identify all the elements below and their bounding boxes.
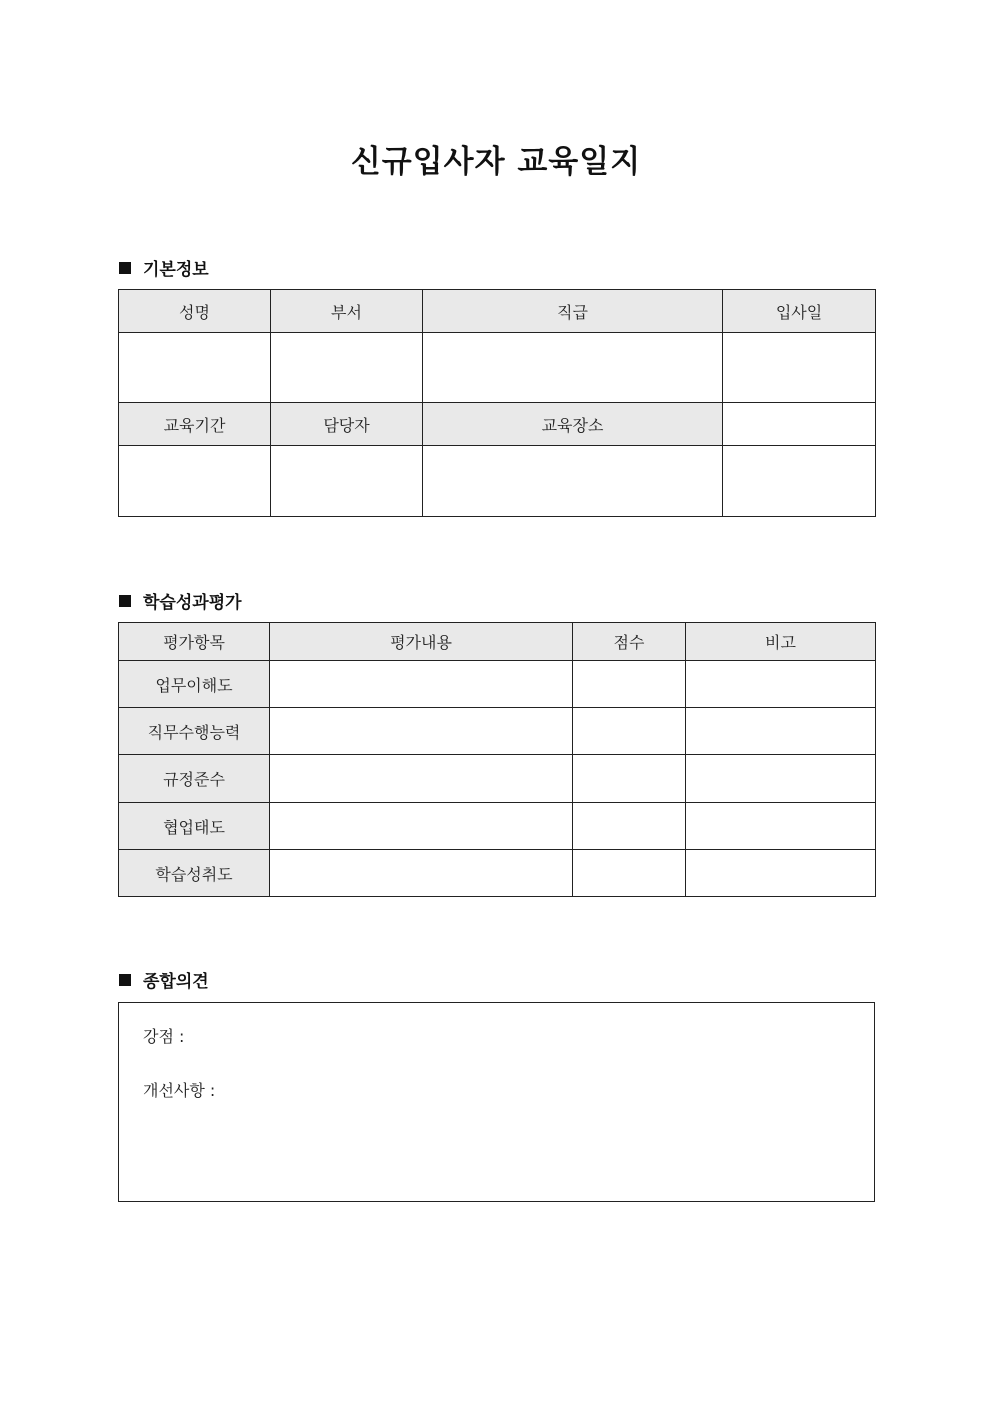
eval-content-field[interactable] <box>270 850 573 897</box>
eval-item-label: 협업태도 <box>119 803 270 850</box>
manager-field[interactable] <box>271 446 423 517</box>
table-header-row <box>119 290 876 333</box>
header-position: 직급 <box>423 290 723 333</box>
section-heading-label: 학습성과평가 <box>143 593 242 613</box>
eval-content-field[interactable] <box>270 755 573 803</box>
training-period-field[interactable] <box>119 446 271 517</box>
page-title: 신규입사자 교육일지 <box>350 144 642 180</box>
position-field[interactable] <box>423 333 723 403</box>
header-manager: 담당자 <box>271 403 423 446</box>
table-header-row <box>119 623 876 661</box>
score-field[interactable] <box>573 803 686 850</box>
eval-item-label: 학습성취도 <box>119 850 270 897</box>
basic-info-table <box>118 289 876 517</box>
strength-label: 강점 : <box>143 1027 185 1046</box>
header-name: 성명 <box>119 290 271 333</box>
name-field[interactable] <box>119 333 271 403</box>
table-row <box>119 446 876 517</box>
training-location-field[interactable] <box>423 446 723 517</box>
eval-item-label: 직무수행능력 <box>119 708 270 755</box>
section-heading-label: 종합의견 <box>143 972 209 992</box>
header-remarks: 비고 <box>686 623 876 661</box>
table-row <box>119 755 876 803</box>
remarks-field[interactable] <box>686 755 876 803</box>
table-header-row <box>119 403 876 446</box>
table-row <box>119 661 876 708</box>
eval-content-field[interactable] <box>270 803 573 850</box>
header-score: 점수 <box>573 623 686 661</box>
header-eval-content: 평가내용 <box>270 623 573 661</box>
remarks-field[interactable] <box>686 803 876 850</box>
remarks-field[interactable] <box>686 850 876 897</box>
square-bullet-icon <box>119 974 131 986</box>
header-training-period: 교육기간 <box>119 403 271 446</box>
remarks-field[interactable] <box>686 708 876 755</box>
join-date-field[interactable] <box>723 333 876 403</box>
eval-content-field[interactable] <box>270 708 573 755</box>
eval-content-field[interactable] <box>270 661 573 708</box>
square-bullet-icon <box>119 262 131 274</box>
header-eval-item: 평가항목 <box>119 623 270 661</box>
extra-field[interactable] <box>723 446 876 517</box>
section-heading-label: 기본정보 <box>143 260 209 280</box>
score-field[interactable] <box>573 708 686 755</box>
table-row <box>119 708 876 755</box>
section-heading-basic-info <box>119 255 209 280</box>
empty-cell[interactable] <box>723 403 876 446</box>
table-row <box>119 850 876 897</box>
improvement-label: 개선사항 : <box>143 1081 216 1100</box>
overall-opinion-box[interactable] <box>118 1002 875 1202</box>
header-training-location: 교육장소 <box>423 403 723 446</box>
section-heading-evaluation <box>119 588 242 613</box>
eval-item-label: 규정준수 <box>119 755 270 803</box>
score-field[interactable] <box>573 755 686 803</box>
header-department: 부서 <box>271 290 423 333</box>
table-row <box>119 803 876 850</box>
department-field[interactable] <box>271 333 423 403</box>
evaluation-table <box>118 622 876 897</box>
eval-item-label: 업무이해도 <box>119 661 270 708</box>
table-row <box>119 333 876 403</box>
remarks-field[interactable] <box>686 661 876 708</box>
header-join-date: 입사일 <box>723 290 876 333</box>
square-bullet-icon <box>119 595 131 607</box>
section-heading-overall-opinion <box>119 967 209 992</box>
score-field[interactable] <box>573 850 686 897</box>
score-field[interactable] <box>573 661 686 708</box>
